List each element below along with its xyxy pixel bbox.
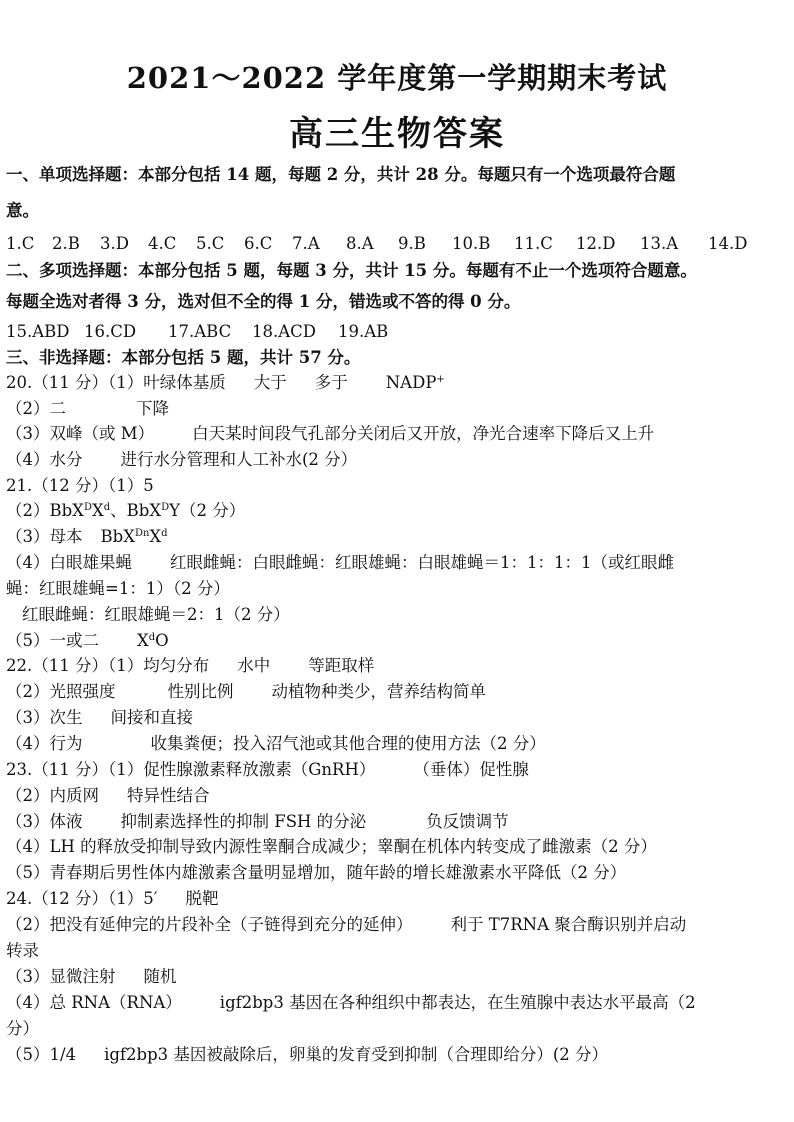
q21-head: （3）母本: [6, 527, 83, 546]
q20-head: （4）水分: [6, 450, 83, 469]
q21-text: BbX: [100, 527, 135, 546]
q24-line7: [6, 1044, 792, 1066]
q24-line3: 转录: [6, 941, 39, 960]
answer-item: 10.B: [452, 234, 491, 253]
q23-line4: （4）LH 的释放受抑制导致内源性睾酮合成减少；睾酮在机体内转变成了雌激素（2 分）: [6, 837, 657, 856]
answer-item: 7.A: [292, 234, 320, 253]
q23-line1: [6, 759, 792, 781]
q24-ans: igf2bp3 基因被敲除后，卵巢的发育受到抑制（合理即给分）(2 分）: [104, 1045, 609, 1064]
answer-item: 19.AB: [338, 322, 389, 341]
q24-head: （3）显微注射: [6, 967, 116, 986]
q23-ans: 抑制素选择性的抑制 FSH 的分泌: [120, 812, 367, 831]
q22-ans: 收集粪便；投入沼气池或其他合理的使用方法（2 分）: [150, 734, 546, 753]
q21-text: X: [149, 527, 162, 546]
answer-item: 2.B: [52, 234, 80, 253]
answer-item: 16.CD: [84, 322, 137, 341]
q24-line4: [6, 966, 792, 988]
q20-ans: 下降: [136, 399, 169, 418]
q21-line5: 蝇：红眼雄蝇=1：1）（2 分）: [6, 579, 230, 598]
q20-line1: [6, 372, 792, 394]
q21-text: X: [137, 631, 149, 650]
q22-head: （2）光照强度: [6, 682, 116, 701]
section3-intro: 三、非选择题：本部分包括 5 题，共计 57 分。: [6, 348, 361, 367]
q24-line6: 分）: [6, 1019, 39, 1038]
q21-text: 红眼雌蝇：白眼雌蝇：红眼雄蝇：白眼雄蝇＝1：1：1：1（或红眼雌: [170, 553, 674, 572]
answer-item: 15.ABD: [6, 322, 70, 341]
q21-head: （4）白眼雄果蝇: [6, 553, 132, 572]
q24-ans: igf2bp3 基因在各种组织中都表达，在生殖腺中表达水平最高（2: [219, 993, 696, 1012]
answer-item: 18.ACD: [252, 322, 317, 341]
answer-item: 5.C: [196, 234, 225, 253]
q22-line2: [6, 681, 792, 703]
q24-head: （5）1/4: [6, 1045, 77, 1064]
q24-ans: 脱靶: [185, 889, 219, 908]
q20-line3: [6, 423, 792, 445]
q24-head: （2）把没有延伸完的片段补全（子链得到充分的延伸）: [6, 915, 413, 934]
answer-item: 4.C: [148, 234, 177, 253]
q22-ans: 动植物种类少，营养结构简单: [271, 682, 486, 701]
q24-head: （4）总 RNA（RNA）: [6, 993, 182, 1012]
answer-item: 8.A: [346, 234, 374, 253]
q22-ans: 水中: [237, 656, 271, 675]
q23-line2: [6, 785, 792, 807]
q20-ans: 多于: [314, 373, 348, 392]
section1-answers: [6, 233, 792, 255]
q22-line3: [6, 707, 792, 729]
answer-item: 6.C: [244, 234, 273, 253]
superscript: d: [148, 632, 156, 643]
q22-head: （4）行为: [6, 734, 83, 753]
answer-item: 3.D: [100, 234, 129, 253]
section2-intro-line2: 每题全选对者得 3 分，选对但不全的得 1 分，错选或不答的得 0 分。: [6, 292, 521, 311]
q20-head: （3）双峰（或 M）: [6, 424, 155, 443]
q24-ans: 利于 T7RNA 聚合酶识别并启动: [450, 915, 687, 934]
answer-item: 12.D: [576, 234, 616, 253]
q21-text: （2）BbX: [6, 501, 84, 520]
q21-text: O: [155, 631, 169, 650]
superscript: d: [161, 528, 168, 539]
section2-answers: [6, 321, 792, 343]
q24-head: 24.（12 分）（1）5′: [6, 889, 158, 908]
superscript: d: [103, 502, 111, 513]
q20-line4: [6, 449, 792, 471]
q23-head: （3）体液: [6, 812, 83, 831]
q23-ans: 特异性结合: [127, 786, 210, 805]
q24-line5: [6, 992, 792, 1014]
q24-ans: 随机: [143, 967, 177, 986]
q21-line6: 红眼雌蝇：红眼雄蝇＝2：1（2 分）: [22, 605, 290, 624]
answer-item: 9.B: [398, 234, 426, 253]
answer-item: 11.C: [514, 234, 553, 253]
q22-ans: 间接和直接: [110, 708, 193, 727]
q23-ans: 负反馈调节: [426, 812, 509, 831]
section1-intro-line1: 一、单项选择题：本部分包括 14 题，每题 2 分，共计 28 分。每题只有一个选项最符合题: [6, 165, 676, 184]
q21-head: （5）一或二: [6, 631, 99, 650]
q22-head: （3）次生: [6, 708, 83, 727]
section2-intro-line1: 二、多项选择题：本部分包括 5 题，每题 3 分，共计 15 分。每题有不止一个选项符合题意。: [6, 261, 697, 280]
q22-ans: 等距取样: [308, 656, 375, 675]
q23-ans: （垂体）促性腺: [413, 760, 529, 779]
superscript: Dn: [134, 528, 150, 539]
q21-line4: [6, 552, 792, 574]
answer-subtitle: 高三生物答案: [289, 114, 505, 154]
answer-item: 1.C: [6, 234, 35, 253]
q20-head: （2）二: [6, 399, 66, 418]
q21-text: Y（2 分）: [169, 501, 246, 520]
q23-line5: （5）青春期后男性体内雄激素含量明显增加，随年龄的增长雄激素水平降低（2 分）: [6, 863, 627, 882]
q20-ans: 白天某时间段气孔部分关闭后又开放，净光合速率下降后又上升: [192, 424, 655, 443]
q24-line1: [6, 888, 792, 910]
superscript: D: [83, 502, 92, 513]
q21-text: 、BbX: [110, 501, 162, 520]
q20-ans: NADP: [385, 373, 437, 392]
q22-head: 22.（11 分）（1）均匀分布: [6, 656, 210, 675]
q21-line2: [6, 500, 792, 522]
q23-line3: [6, 811, 792, 833]
q20-line2: [6, 398, 792, 420]
answer-item: 17.ABC: [168, 322, 232, 341]
q22-line1: [6, 655, 792, 677]
answer-item: 13.A: [640, 234, 679, 253]
q20-head: 20.（11 分）（1）叶绿体基质: [6, 373, 226, 392]
q22-line4: [6, 733, 792, 755]
q20-ans: 大于: [253, 373, 287, 392]
superscript: D: [161, 502, 170, 513]
q23-head: 23.（11 分）（1）促性腺激素释放激素（GnRH）: [6, 760, 376, 779]
exam-title: 2021～2022 学年度第一学期期末考试: [126, 61, 668, 95]
q24-line2: [6, 914, 792, 936]
q20-ans: 进行水分管理和人工补水(2 分）: [120, 450, 358, 469]
answer-item: 14.D: [708, 234, 748, 253]
q21-line7: [6, 630, 792, 652]
q21-text: X: [91, 501, 104, 520]
q22-ans: 性别比例: [167, 682, 234, 701]
q21-line1: 21.（12 分）（1）5: [6, 476, 154, 495]
q21-line3: [6, 526, 792, 548]
superscript: +: [436, 374, 445, 385]
section1-intro-line2: 意。: [6, 201, 39, 220]
q23-head: （2）内质网: [6, 786, 99, 805]
